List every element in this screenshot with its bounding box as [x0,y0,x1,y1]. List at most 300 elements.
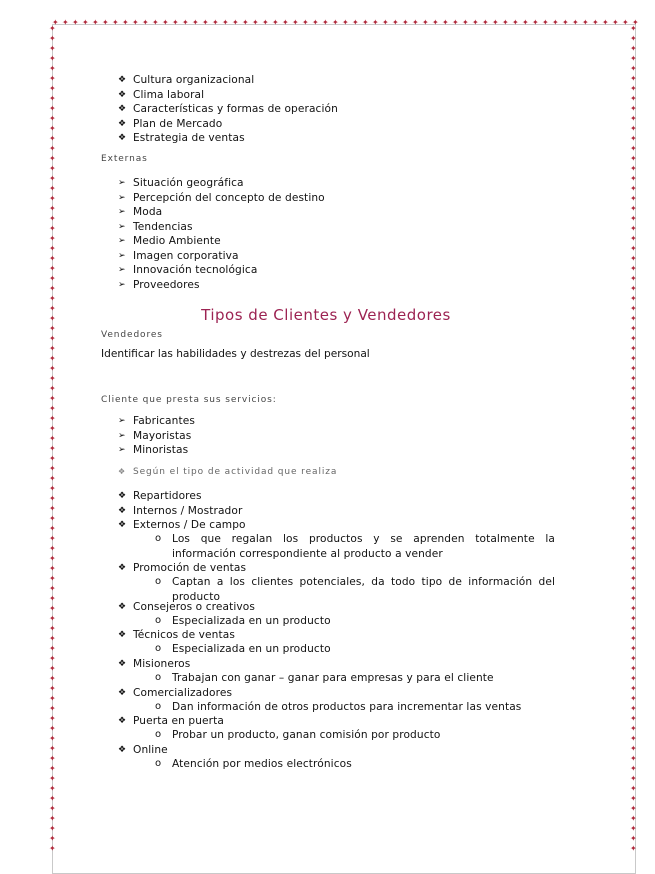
arrow-bullet-icon: ➢ [118,236,126,246]
border-ornament-icon: ✦ [49,744,56,753]
border-ornament-icon: ✦ [542,18,549,27]
border-ornament-icon: ✦ [49,484,56,493]
border-ornament-icon: ✦ [630,164,637,173]
border-ornament-icon: ✦ [49,304,56,313]
border-ornament-icon: ✦ [49,774,56,783]
border-ornament-icon: ✦ [182,18,189,27]
border-ornament-icon: ✦ [49,284,56,293]
border-ornament-icon: ✦ [49,674,56,683]
diamond-bullet-icon: ❖ [118,602,127,612]
diamond-bullet-icon: ❖ [118,659,127,669]
border-ornament-icon: ✦ [49,664,56,673]
border-ornament-icon: ✦ [630,734,637,743]
border-ornament-icon: ✦ [630,124,637,133]
border-ornament-icon: ✦ [49,124,56,133]
border-ornament-icon: ✦ [222,18,229,27]
sub-list-item: o Especializada en un producto [155,615,331,627]
border-ornament-icon: ✦ [630,514,637,523]
border-ornament-icon: ✦ [49,404,56,413]
border-ornament-icon: ✦ [49,604,56,613]
sublist-tecnicos [155,642,555,657]
circle-bullet-icon: o [155,701,162,712]
circle-bullet-icon: o [155,615,162,626]
border-ornament-icon: ✦ [292,18,299,27]
border-ornament-icon: ✦ [630,704,637,713]
border-ornament-icon: ✦ [630,694,637,703]
diamond-bullet-icon: ❖ [118,716,127,726]
border-ornament-icon: ✦ [630,614,637,623]
border-ornament-icon: ✦ [630,804,637,813]
circle-bullet-icon: o [155,533,162,544]
arrow-bullet-icon: ➢ [118,265,126,275]
border-ornament-icon: ✦ [49,144,56,153]
border-ornament-icon: ✦ [582,18,589,27]
border-ornament-icon: ✦ [49,464,56,473]
vendedores-text: Identificar las habilidades y destrezas del personal [101,348,370,360]
list-item: ➢ Minoristas [118,444,189,456]
list-item: ❖ Externos / De campo [118,519,246,531]
diamond-bullet-icon: ❖ [118,745,127,755]
border-ornament-icon: ✦ [49,394,56,403]
border-ornament-icon: ✦ [49,594,56,603]
list-item: ❖ Repartidores [118,490,202,502]
section-title: Tipos de Clientes y Vendedores [201,306,451,324]
border-ornament-icon: ✦ [602,18,609,27]
border-ornament-icon: ✦ [532,18,539,27]
border-ornament-icon: ✦ [432,18,439,27]
arrow-bullet-icon: ➢ [118,192,126,203]
border-ornament-icon: ✦ [49,734,56,743]
activity-list-cont-3 [118,628,235,643]
border-ornament-icon: ✦ [342,18,349,27]
activity-list-cont-2 [118,600,255,615]
border-ornament-icon: ✦ [630,344,637,353]
list-item: ❖ Promoción de ventas [118,562,247,574]
diamond-bullet-icon: ❖ [118,75,127,85]
border-ornament-icon: ✦ [49,384,56,393]
border-ornament-icon: ✦ [630,284,637,293]
border-ornament-icon: ✦ [630,824,637,833]
activity-list-cont-5 [118,686,232,701]
border-ornament-icon: ✦ [49,634,56,643]
border-ornament-icon: ✦ [302,18,309,27]
sublist-consejeros [155,614,555,629]
border-ornament-icon: ✦ [592,18,599,27]
border-ornament-icon: ✦ [630,594,637,603]
border-ornament-icon: ✦ [82,18,89,27]
circle-bullet-icon: o [155,672,162,683]
diamond-bullet-icon: ❖ [118,563,127,573]
list-item: ❖ Misioneros [118,658,191,670]
diamond-bullet-icon: ❖ [118,491,127,501]
list-item: ❖ Internos / Mostrador [118,504,243,517]
border-ornament-icon: ✦ [272,18,279,27]
border-ornament-icon: ✦ [630,324,637,333]
diamond-bullet-icon: ❖ [118,505,127,516]
border-ornament-icon: ✦ [49,824,56,833]
diamond-bullet-icon: ❖ [118,520,127,530]
border-ornament-icon: ✦ [630,434,637,443]
border-ornament-icon: ✦ [232,18,239,27]
diamond-bullet-icon: ❖ [118,688,127,698]
border-ornament-icon: ✦ [630,774,637,783]
externas-label: Externas [101,154,148,164]
border-ornament-icon: ✦ [630,674,637,683]
border-ornament-icon: ✦ [630,634,637,643]
border-ornament-icon: ✦ [630,234,637,243]
activity-list-cont-6 [118,714,224,729]
border-ornament-icon: ✦ [49,704,56,713]
border-ornament-icon: ✦ [630,374,637,383]
arrow-bullet-icon: ➢ [118,207,126,217]
border-ornament-icon: ✦ [49,654,56,663]
border-ornament-icon: ✦ [630,844,637,853]
border-ornament-icon: ✦ [630,764,637,773]
border-ornament-icon: ✦ [630,254,637,263]
border-ornament-icon: ✦ [49,504,56,513]
decorative-border-left [49,24,59,854]
list-item: ❖ Consejeros o creativos [118,601,255,613]
border-ornament-icon: ✦ [49,324,56,333]
border-ornament-icon: ✦ [49,574,56,583]
border-ornament-icon: ✦ [112,18,119,27]
border-ornament-icon: ✦ [630,624,637,633]
border-ornament-icon: ✦ [472,18,479,27]
client-type-list [118,414,195,458]
border-ornament-icon: ✦ [49,194,56,203]
border-ornament-icon: ✦ [392,18,399,27]
list-item: ❖ Online [118,744,168,756]
border-ornament-icon: ✦ [49,64,56,73]
border-ornament-icon: ✦ [630,264,637,273]
border-ornament-icon: ✦ [630,154,637,163]
border-ornament-icon: ✦ [49,474,56,483]
list-item: ❖ Comercializadores [118,687,233,699]
sub-list-item: o Los que regalan los productos y se aprenden totalmente la información correspondiente al producto a vender [155,533,555,560]
border-ornament-icon: ✦ [49,724,56,733]
sub-list-item: o Atención por medios electrónicos [155,758,352,770]
border-ornament-icon: ✦ [49,294,56,303]
arrow-bullet-icon: ➢ [118,416,126,426]
border-ornament-icon: ✦ [630,404,637,413]
border-ornament-icon: ✦ [49,694,56,703]
arrow-bullet-icon: ➢ [118,279,126,290]
border-ornament-icon: ✦ [622,18,629,27]
border-ornament-icon: ✦ [630,114,637,123]
activity-list-cont-4 [118,657,190,672]
border-ornament-icon: ✦ [630,24,637,33]
border-ornament-icon: ✦ [630,44,637,53]
border-ornament-icon: ✦ [49,54,56,63]
border-ornament-icon: ✦ [362,18,369,27]
border-ornament-icon: ✦ [262,18,269,27]
border-ornament-icon: ✦ [402,18,409,27]
border-ornament-icon: ✦ [630,464,637,473]
border-ornament-icon: ✦ [49,74,56,83]
border-ornament-icon: ✦ [630,294,637,303]
sublist-puerta [155,728,555,743]
border-ornament-icon: ✦ [49,154,56,163]
border-ornament-icon: ✦ [49,544,56,553]
border-ornament-icon: ✦ [630,564,637,573]
border-ornament-icon: ✦ [492,18,499,27]
sublist-externos [155,532,555,561]
diamond-bullet-icon: ❖ [118,133,127,143]
border-ornament-icon: ✦ [630,834,637,843]
border-ornament-icon: ✦ [630,204,637,213]
border-ornament-icon: ✦ [49,224,56,233]
list-item: ➢ Imagen corporativa [118,249,239,262]
border-ornament-icon: ✦ [212,18,219,27]
diamond-bullet-icon: ❖ [118,630,127,640]
list-item: ➢ Mayoristas [118,429,192,442]
border-ornament-icon: ✦ [630,644,637,653]
border-ornament-icon: ✦ [630,714,637,723]
list-item: ❖ Clima laboral [118,88,205,101]
activity-list-cont-1 [118,561,246,576]
border-ornament-icon: ✦ [630,144,637,153]
sub-list-item: o Probar un producto, ganan comisión por producto [155,729,441,741]
border-ornament-icon: ✦ [630,754,637,763]
border-ornament-icon: ✦ [49,444,56,453]
cliente-label: Cliente que presta sus servicios: [101,395,277,405]
border-ornament-icon: ✦ [49,834,56,843]
border-ornament-icon: ✦ [630,394,637,403]
border-ornament-icon: ✦ [630,494,637,503]
border-ornament-icon: ✦ [630,214,637,223]
border-ornament-icon: ✦ [630,34,637,43]
activity-list [118,489,246,533]
border-ornament-icon: ✦ [49,524,56,533]
list-item: ❖ Características y formas de operación [118,103,338,115]
border-ornament-icon: ✦ [312,18,319,27]
border-ornament-icon: ✦ [49,164,56,173]
border-ornament-icon: ✦ [49,174,56,183]
border-ornament-icon: ✦ [630,654,637,663]
border-ornament-icon: ✦ [49,534,56,543]
border-ornament-icon: ✦ [422,18,429,27]
border-ornament-icon: ✦ [630,384,637,393]
border-ornament-icon: ✦ [630,724,637,733]
arrow-bullet-icon: ➢ [118,221,126,232]
border-ornament-icon: ✦ [49,684,56,693]
border-ornament-icon: ✦ [49,254,56,263]
border-ornament-icon: ✦ [49,184,56,193]
border-ornament-icon: ✦ [630,354,637,363]
border-ornament-icon: ✦ [630,424,637,433]
border-ornament-icon: ✦ [49,754,56,763]
border-ornament-icon: ✦ [630,784,637,793]
list-item: ➢ Situación geográfica [118,177,244,189]
list-item: ➢ Medio Ambiente [118,235,221,247]
list-item: ➢ Proveedores [118,278,200,291]
border-ornament-icon: ✦ [49,314,56,323]
border-ornament-icon: ✦ [49,114,56,123]
border-ornament-icon: ✦ [442,18,449,27]
border-ornament-icon: ✦ [172,18,179,27]
border-ornament-icon: ✦ [49,614,56,623]
list-item: ➢ Tendencias [118,220,193,233]
border-ornament-icon: ✦ [162,18,169,27]
border-ornament-icon: ✦ [630,544,637,553]
circle-bullet-icon: o [155,758,162,769]
border-ornament-icon: ✦ [62,18,69,27]
border-ornament-icon: ✦ [630,524,637,533]
list-item: ➢ Innovación tecnológica [118,264,258,276]
list-item: ❖ Cultura organizacional [118,74,255,86]
border-ornament-icon: ✦ [192,18,199,27]
border-ornament-icon: ✦ [49,44,56,53]
border-ornament-icon: ✦ [630,304,637,313]
border-ornament-icon: ✦ [630,274,637,283]
border-ornament-icon: ✦ [49,24,56,33]
border-ornament-icon: ✦ [49,364,56,373]
border-ornament-icon: ✦ [630,744,637,753]
border-ornament-icon: ✦ [630,664,637,673]
activity-list-cont-7 [118,743,168,758]
border-ornament-icon: ✦ [152,18,159,27]
border-ornament-icon: ✦ [630,64,637,73]
border-ornament-icon: ✦ [49,424,56,433]
border-ornament-icon: ✦ [49,814,56,823]
border-ornament-icon: ✦ [630,184,637,193]
sublist-misioneros [155,671,555,686]
border-ornament-icon: ✦ [332,18,339,27]
border-ornament-icon: ✦ [630,794,637,803]
border-ornament-icon: ✦ [49,274,56,283]
diamond-bullet-icon: ❖ [118,89,127,100]
border-ornament-icon: ✦ [630,504,637,513]
circle-bullet-icon: o [155,729,162,740]
border-ornament-icon: ✦ [142,18,149,27]
border-ornament-icon: ✦ [49,454,56,463]
circle-bullet-icon: o [155,576,162,587]
border-ornament-icon: ✦ [49,414,56,423]
border-ornament-icon: ✦ [372,18,379,27]
activity-type-label: ❖ Según el tipo de actividad que realiza [118,467,338,477]
border-ornament-icon: ✦ [49,244,56,253]
border-ornament-icon: ✦ [49,104,56,113]
border-ornament-icon: ✦ [630,684,637,693]
list-item: ❖ Estrategia de ventas [118,132,245,144]
border-ornament-icon: ✦ [630,574,637,583]
decorative-border-top [52,18,639,28]
border-ornament-icon: ✦ [630,104,637,113]
circle-bullet-icon: o [155,643,162,654]
border-ornament-icon: ✦ [49,264,56,273]
border-ornament-icon: ✦ [462,18,469,27]
border-ornament-icon: ✦ [630,134,637,143]
list-item: ❖ Plan de Mercado [118,117,223,130]
border-ornament-icon: ✦ [49,764,56,773]
sub-list-item: o Dan información de otros productos para incrementar las ventas [155,701,522,713]
border-ornament-icon: ✦ [49,434,56,443]
border-ornament-icon: ✦ [630,244,637,253]
border-ornament-icon: ✦ [502,18,509,27]
border-ornament-icon: ✦ [630,414,637,423]
external-factors-list [118,176,325,292]
arrow-bullet-icon: ➢ [118,178,126,188]
border-ornament-icon: ✦ [630,364,637,373]
border-ornament-icon: ✦ [132,18,139,27]
border-ornament-icon: ✦ [49,374,56,383]
border-ornament-icon: ✦ [630,604,637,613]
sub-list-item: o Especializada en un producto [155,643,331,655]
arrow-bullet-icon: ➢ [118,430,126,441]
border-ornament-icon: ✦ [49,134,56,143]
list-item: ➢ Moda [118,206,163,218]
border-ornament-icon: ✦ [242,18,249,27]
border-ornament-icon: ✦ [630,554,637,563]
border-ornament-icon: ✦ [522,18,529,27]
diamond-bullet-icon: ❖ [118,467,127,476]
border-ornament-icon: ✦ [512,18,519,27]
border-ornament-icon: ✦ [322,18,329,27]
border-ornament-icon: ✦ [52,18,59,27]
border-ornament-icon: ✦ [49,204,56,213]
border-ornament-icon: ✦ [49,564,56,573]
border-ornament-icon: ✦ [49,714,56,723]
border-ornament-icon: ✦ [49,494,56,503]
border-ornament-icon: ✦ [49,794,56,803]
border-ornament-icon: ✦ [482,18,489,27]
border-ornament-icon: ✦ [452,18,459,27]
border-ornament-icon: ✦ [49,94,56,103]
vendedores-label: Vendedores [101,330,163,340]
diamond-bullet-icon: ❖ [118,104,127,114]
diamond-bullet-icon: ❖ [118,118,127,129]
sub-list-item: o Captan a los clientes potenciales, da todo tipo de información del producto [155,576,555,603]
border-ornament-icon: ✦ [612,18,619,27]
border-ornament-icon: ✦ [562,18,569,27]
border-ornament-icon: ✦ [352,18,359,27]
border-ornament-icon: ✦ [49,514,56,523]
border-ornament-icon: ✦ [552,18,559,27]
border-ornament-icon: ✦ [49,334,56,343]
border-ornament-icon: ✦ [630,224,637,233]
border-ornament-icon: ✦ [49,624,56,633]
border-ornament-icon: ✦ [630,584,637,593]
border-ornament-icon: ✦ [630,54,637,63]
border-ornament-icon: ✦ [49,234,56,243]
arrow-bullet-icon: ➢ [118,250,126,261]
border-ornament-icon: ✦ [49,584,56,593]
border-ornament-icon: ✦ [630,84,637,93]
border-ornament-icon: ✦ [49,84,56,93]
border-ornament-icon: ✦ [49,354,56,363]
border-ornament-icon: ✦ [49,214,56,223]
sub-list-item: o Trabajan con ganar – ganar para empresas y para el cliente [155,672,494,684]
sublist-online [155,757,555,772]
border-ornament-icon: ✦ [630,194,637,203]
border-ornament-icon: ✦ [122,18,129,27]
border-ornament-icon: ✦ [202,18,209,27]
list-item: ➢ Fabricantes [118,415,195,427]
list-item: ❖ Técnicos de ventas [118,629,235,641]
border-ornament-icon: ✦ [49,554,56,563]
border-ornament-icon: ✦ [630,454,637,463]
border-ornament-icon: ✦ [630,74,637,83]
border-ornament-icon: ✦ [630,484,637,493]
border-ornament-icon: ✦ [49,784,56,793]
border-ornament-icon: ✦ [382,18,389,27]
border-ornament-icon: ✦ [412,18,419,27]
border-ornament-icon: ✦ [630,314,637,323]
border-ornament-icon: ✦ [282,18,289,27]
border-ornament-icon: ✦ [49,804,56,813]
internal-factors-list [118,73,338,146]
list-item: ➢ Percepción del concepto de destino [118,191,325,204]
